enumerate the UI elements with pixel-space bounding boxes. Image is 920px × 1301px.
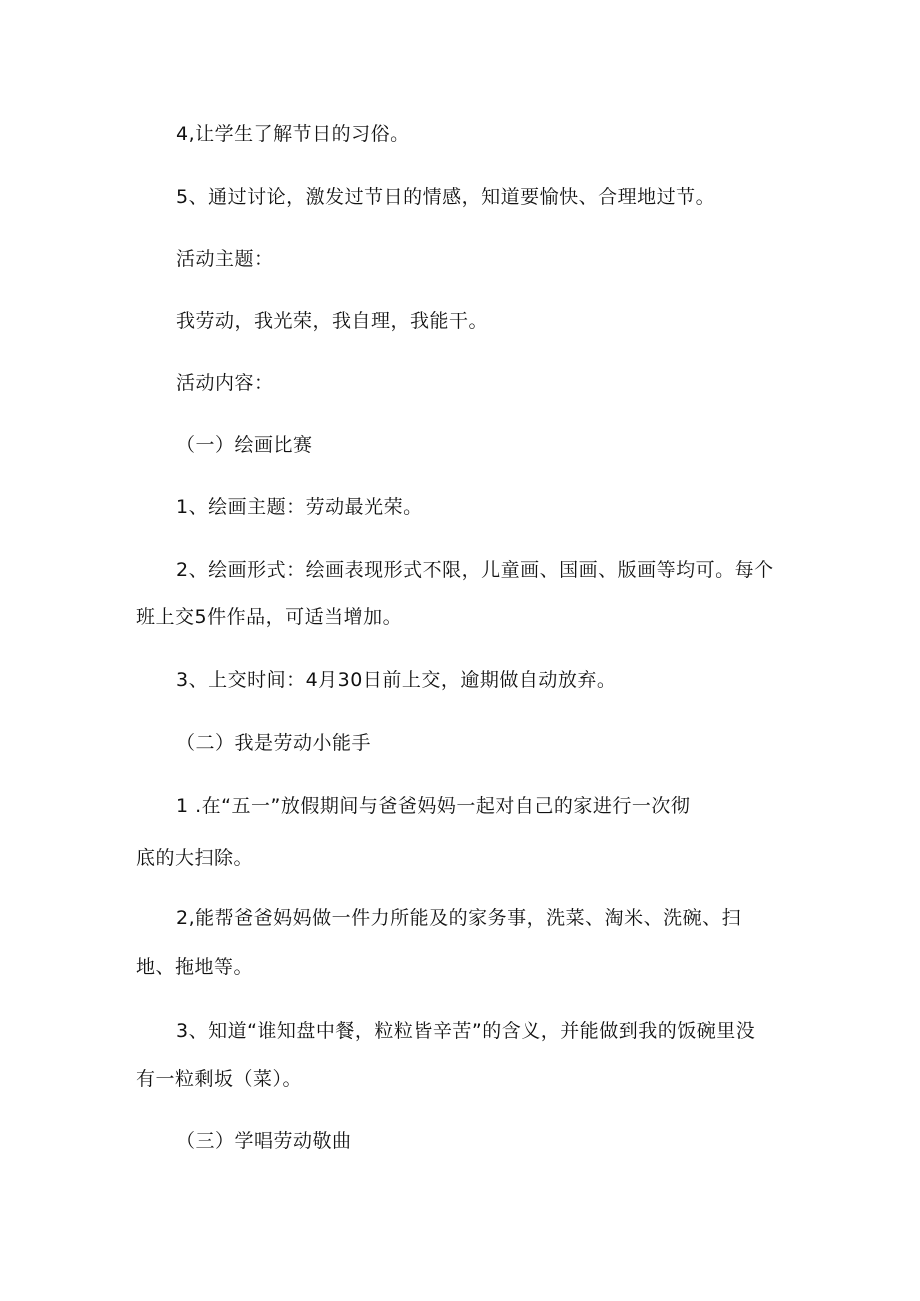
section-1-item-2-cont: 班上交5件作品，可适当增加。 xyxy=(136,606,403,628)
section-3-heading: （三）学唱劳动敬曲 xyxy=(176,1130,352,1152)
section-1-item-1: 1、绘画主题：劳动最光荣。 xyxy=(176,496,423,518)
activity-content-heading: 活动内容： xyxy=(176,372,274,394)
section-2-item-3-cont: 有一粒剩坂（菜）。 xyxy=(136,1068,303,1090)
section-2-item-3: 3、知道“谁知盘中餐，粒粒皆辛苦”的含义，并能做到我的饭碗里没 xyxy=(176,1020,756,1042)
section-2-heading: （二）我是劳动小能手 xyxy=(176,732,372,754)
activity-theme-text: 我劳动，我光荣，我自理，我能干。 xyxy=(176,310,489,332)
activity-theme-heading: 活动主题： xyxy=(176,248,274,270)
section-2-item-2: 2,能帮爸爸妈妈做一件力所能及的家务事，洗菜、淘米、洗碗、扫 xyxy=(176,907,742,929)
section-2-item-1: 1 .在“五一”放假期间与爸爸妈妈一起对自己的家进行一次彻 xyxy=(176,795,691,817)
section-2-item-2-cont: 地、拖地等。 xyxy=(136,956,254,978)
section-1-heading: （一）绘画比赛 xyxy=(176,434,313,456)
objective-4: 4,让学生了解节日的习俗。 xyxy=(176,123,410,145)
section-1-item-3: 3、上交时间：4月30日前上交，逾期做自动放弃。 xyxy=(176,669,617,691)
section-2-item-1-cont: 底的大扫除。 xyxy=(136,847,254,869)
objective-5: 5、通过讨论，激发过节日的情感，知道要愉快、合理地过节。 xyxy=(176,186,716,208)
section-1-item-2: 2、绘画形式：绘画表现形式不限，儿童画、国画、版画等均可。每个 xyxy=(176,559,774,581)
